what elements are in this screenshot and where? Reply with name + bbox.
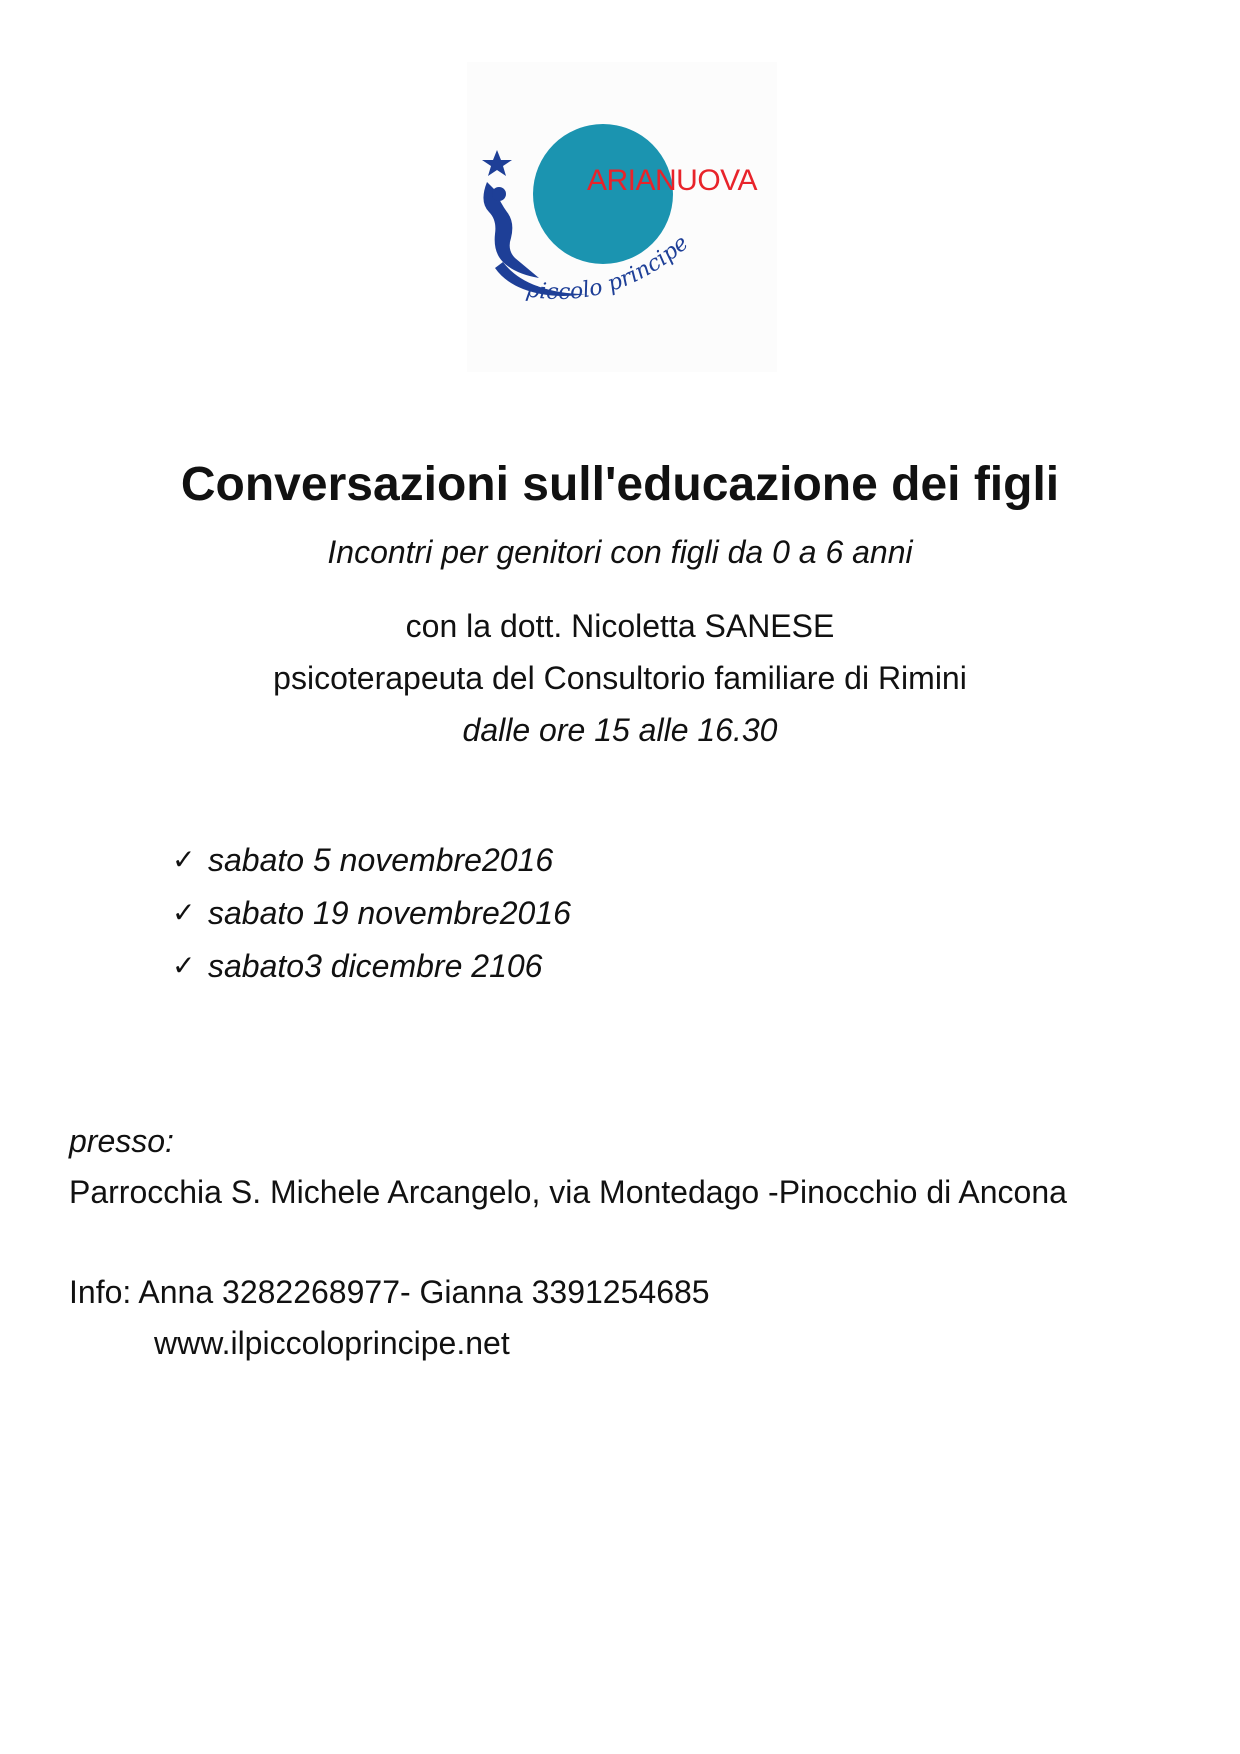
contact-info: Info: Anna 3282268977- Gianna 3391254685 [69, 1274, 710, 1310]
speaker-name: con la dott. Nicoletta SANESE [405, 608, 835, 644]
website-link[interactable]: www.ilpiccoloprincipe.net [154, 1325, 510, 1361]
meeting-hours: dalle ore 15 alle 16.30 [462, 712, 778, 748]
star-icon [482, 150, 512, 176]
date-text: sabato3 dicembre 2106 [208, 947, 543, 984]
date-item [172, 833, 571, 886]
logo-arc-text: piccolo principe [524, 230, 694, 306]
speaker-role: psicoterapeuta del Consultorio familiare di Rimini [273, 660, 967, 696]
date-list [172, 833, 571, 992]
date-item [172, 886, 571, 939]
date-item [172, 939, 571, 992]
date-text: sabato 5 novembre2016 [208, 841, 554, 878]
page-title: Conversazioni sull'educazione dei figli [180, 458, 1060, 511]
location-label: presso: [69, 1123, 174, 1159]
subtitle: Incontri per genitori con figli da 0 a 6 anni [327, 534, 913, 570]
checkmark-icon: ✓ [172, 843, 196, 875]
logo-main-text: ARIANUOVA [587, 164, 757, 197]
date-text: sabato 19 novembre2016 [208, 894, 571, 931]
checkmark-icon: ✓ [172, 949, 196, 981]
logo [467, 62, 777, 372]
checkmark-icon: ✓ [172, 896, 196, 928]
location-address: Parrocchia S. Michele Arcangelo, via Montedago -Pinocchio di Ancona [69, 1174, 1067, 1210]
